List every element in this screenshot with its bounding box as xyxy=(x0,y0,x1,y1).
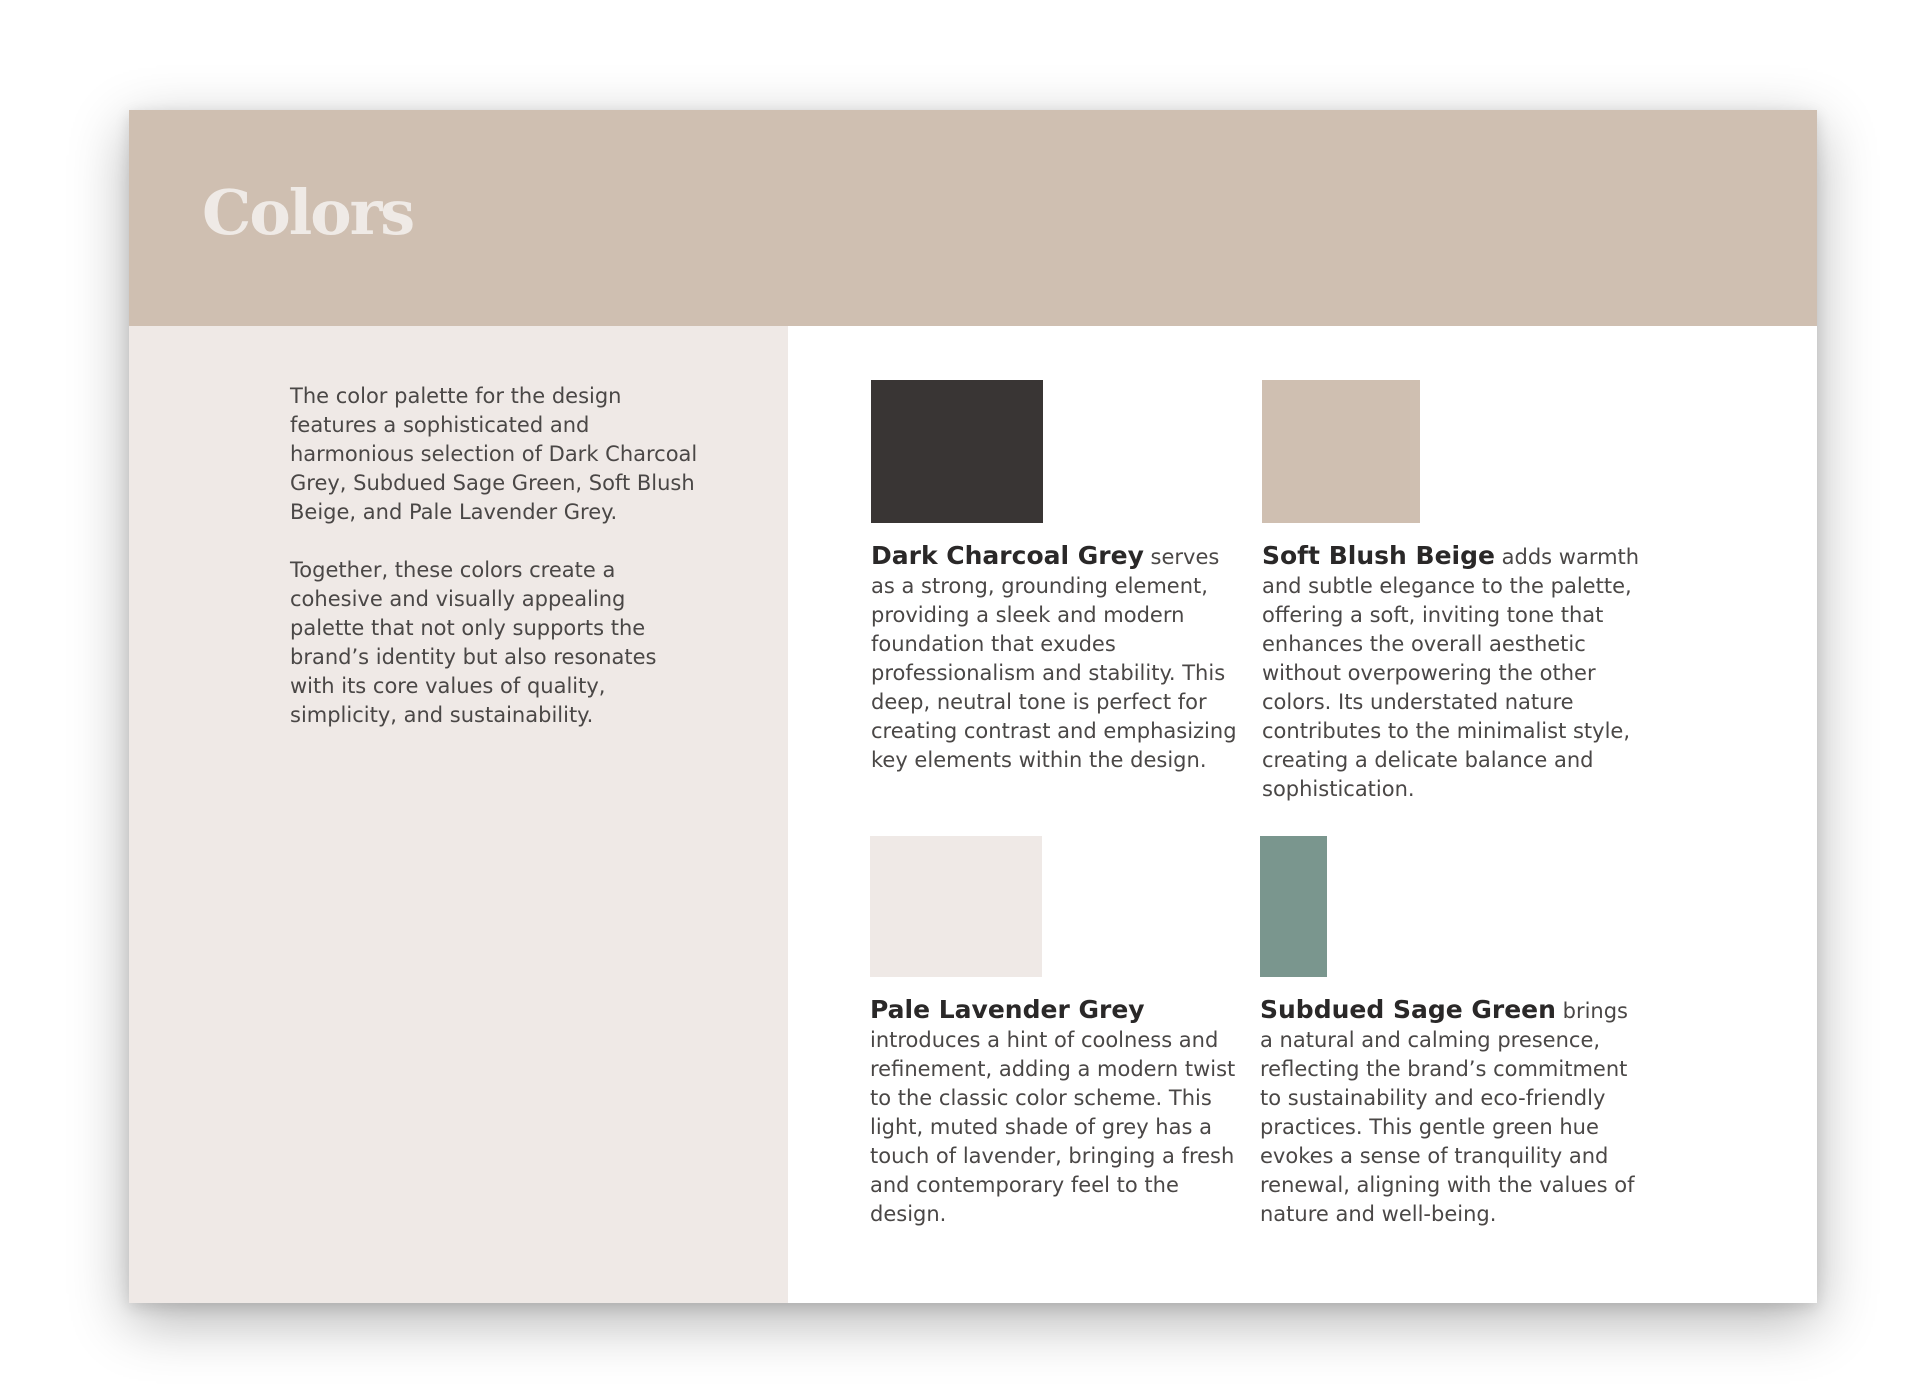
color-card-dark-charcoal-grey xyxy=(871,380,1241,775)
color-description-text: introduces a hint of coolness and refinement, adding a modern twist to the classic color scheme. This light, muted shade of grey has a touch of lavender, bringing a fresh and contemporary feel to the design. xyxy=(870,1028,1236,1226)
swatch-soft-blush-beige xyxy=(1262,380,1420,523)
color-name: Dark Charcoal Grey xyxy=(871,541,1144,570)
intro-text xyxy=(290,382,700,759)
color-description xyxy=(871,541,1241,775)
color-card-pale-lavender-grey xyxy=(870,836,1260,1229)
swatch-subdued-sage-green xyxy=(1260,836,1327,977)
color-name: Subdued Sage Green xyxy=(1260,995,1556,1024)
page-header xyxy=(129,110,1817,326)
swatch-pale-lavender-grey xyxy=(870,836,1042,977)
color-name: Pale Lavender Grey xyxy=(870,995,1145,1024)
intro-paragraph-1: The color palette for the design features a sophisticated and harmonious selection of Dark Charcoal Grey, Subdued Sage Green, Soft Blush Beige, and Pale Lavender Grey. xyxy=(290,384,698,524)
swatch-dark-charcoal-grey xyxy=(871,380,1043,523)
intro-panel xyxy=(129,326,788,1303)
color-description-text: adds warmth and subtle elegance to the palette, offering a soft, inviting tone that enhances the overall aesthetic without overpowering the other colors. Its understated nature contributes to the minimalist style, creating a delicate balance and sophistication. xyxy=(1262,545,1640,801)
color-description-text: serves as a strong, grounding element, providing a sleek and modern foundation that exudes professionalism and stability. This deep, neutral tone is perfect for creating contrast and emphasizing key elements within the design. xyxy=(871,545,1237,772)
color-description xyxy=(1260,995,1640,1229)
color-description-text: brings a natural and calming presence, reflecting the brand’s commitment to sustainability and eco-friendly practices. This gentle green hue evokes a sense of tranquility and renewal, aligning with the values of nature and well-being. xyxy=(1260,999,1635,1226)
brand-guide-page xyxy=(129,110,1817,1303)
page-title: Colors xyxy=(202,176,414,249)
color-card-soft-blush-beige xyxy=(1262,380,1642,804)
color-description xyxy=(1262,541,1642,804)
color-swatches-panel xyxy=(788,326,1817,1303)
color-card-subdued-sage-green xyxy=(1260,836,1640,1229)
color-description xyxy=(870,995,1260,1229)
intro-paragraph-2: Together, these colors create a cohesive and visually appealing palette that not only supports the brand’s identity but also resonates with its core values of quality, simplicity, and sustainability. xyxy=(290,558,657,727)
color-name: Soft Blush Beige xyxy=(1262,541,1495,570)
